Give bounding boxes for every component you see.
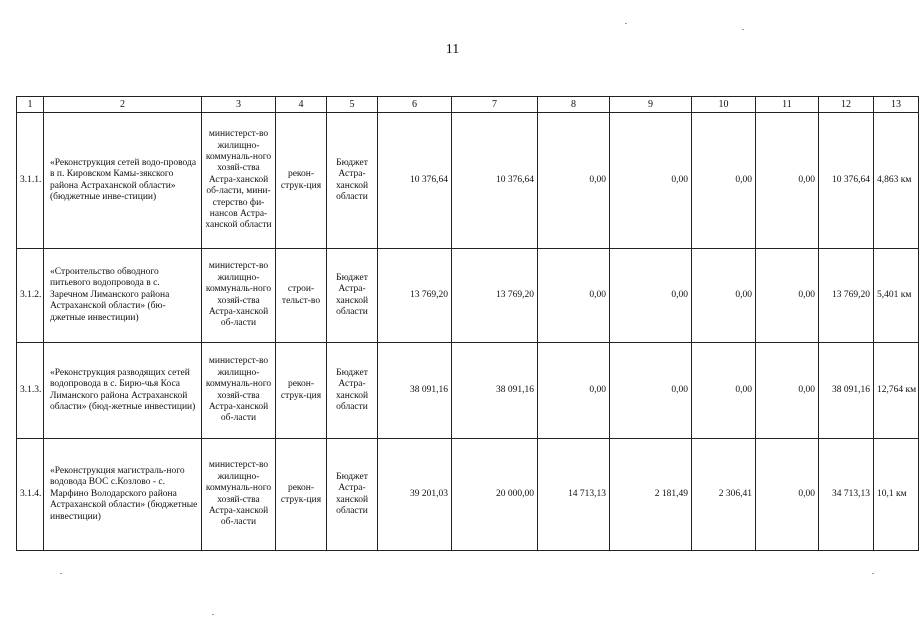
table-row	[17, 439, 919, 551]
value-col-10: 0,00	[692, 113, 756, 249]
value-col-8: 0,00	[538, 113, 610, 249]
value-col-6: 10 376,64	[378, 113, 452, 249]
value-col-8: 0,00	[538, 343, 610, 439]
header-cell: 12	[819, 97, 874, 113]
scan-speck	[625, 23, 627, 24]
value-col-12: 13 769,20	[819, 249, 874, 343]
value-col-7: 13 769,20	[452, 249, 538, 343]
executor: министерст-во жилищно-коммуналь-ного хозяй-ства Астра-ханской об-ласти	[202, 343, 276, 439]
project-name: «Реконструкция сетей водо-провода в п. Кировском Камы-зякского района Астраханской области» (бюджетные инве-стиции)	[44, 113, 202, 249]
value-col-7: 10 376,64	[452, 113, 538, 249]
header-cell: 8	[538, 97, 610, 113]
value-col-8: 0,00	[538, 249, 610, 343]
capacity: 12,764 км	[874, 343, 919, 439]
table-row	[17, 343, 919, 439]
value-col-10: 2 306,41	[692, 439, 756, 551]
header-cell: 1	[17, 97, 44, 113]
header-cell: 9	[610, 97, 692, 113]
row-code: 3.1.2.	[17, 249, 44, 343]
executor: министерст-во жилищно-коммуналь-ного хозяй-ства Астра-ханской об-ласти	[202, 439, 276, 551]
capacity: 10,1 км	[874, 439, 919, 551]
table-row	[17, 113, 919, 249]
project-name: «Реконструкция разводящих сетей водопровода в с. Бирю-чья Коса Лиманского района Астраханской области» (бюд-жетные инвестиции)	[44, 343, 202, 439]
project-name: «Строительство обводного питьевого водопровода в с. Заречном Лиманского района Астраханской области» (бю-джетные инвестиции)	[44, 249, 202, 343]
value-col-11: 0,00	[756, 113, 819, 249]
value-col-11: 0,00	[756, 343, 819, 439]
value-col-12: 34 713,13	[819, 439, 874, 551]
work-type: строи-тельст-во	[276, 249, 327, 343]
header-row	[17, 97, 919, 113]
value-col-9: 0,00	[610, 343, 692, 439]
value-col-6: 39 201,03	[378, 439, 452, 551]
value-col-10: 0,00	[692, 343, 756, 439]
value-col-12: 38 091,16	[819, 343, 874, 439]
value-col-9: 0,00	[610, 113, 692, 249]
header-cell: 4	[276, 97, 327, 113]
value-col-6: 38 091,16	[378, 343, 452, 439]
value-col-10: 0,00	[692, 249, 756, 343]
page-number: 11	[445, 42, 460, 57]
value-col-7: 38 091,16	[452, 343, 538, 439]
executor: министерст-во жилищно-коммуналь-ного хозяй-ства Астра-ханской об-ласти	[202, 249, 276, 343]
funding-source: Бюджет Астра-ханской области	[327, 439, 378, 551]
header-cell: 10	[692, 97, 756, 113]
funding-source: Бюджет Астра-ханской области	[327, 343, 378, 439]
value-col-9: 0,00	[610, 249, 692, 343]
header-cell: 11	[756, 97, 819, 113]
row-code: 3.1.4.	[17, 439, 44, 551]
capacity: 4,863 км	[874, 113, 919, 249]
value-col-11: 0,00	[756, 249, 819, 343]
work-type: рекон-струк-ция	[276, 439, 327, 551]
value-col-9: 2 181,49	[610, 439, 692, 551]
scan-speck	[742, 29, 744, 30]
value-col-8: 14 713,13	[538, 439, 610, 551]
row-code: 3.1.3.	[17, 343, 44, 439]
header-cell: 3	[202, 97, 276, 113]
table-row	[17, 249, 919, 343]
value-col-7: 20 000,00	[452, 439, 538, 551]
executor: министерст-во жилищно-коммуналь-ного хозяй-ства Астра-ханской об-ласти, мини-стерство фи-нансов Астра-ханской области	[202, 113, 276, 249]
work-type: рекон-струк-ция	[276, 343, 327, 439]
scan-speck	[212, 614, 214, 615]
header-cell: 13	[874, 97, 919, 113]
project-name: «Реконструкция магистраль-ного водовода ВОС с.Козлово - с. Марфино Володарского района Астраханской области» (бюджетные инвестиции)	[44, 439, 202, 551]
work-type: рекон-струк-ция	[276, 113, 327, 249]
funding-source: Бюджет Астра-ханской области	[327, 113, 378, 249]
header-cell: 7	[452, 97, 538, 113]
header-cell: 5	[327, 97, 378, 113]
row-code: 3.1.1.	[17, 113, 44, 249]
header-cell: 2	[44, 97, 202, 113]
scan-speck	[60, 573, 62, 574]
value-col-12: 10 376,64	[819, 113, 874, 249]
capacity: 5,401 км	[874, 249, 919, 343]
header-cell: 6	[378, 97, 452, 113]
scan-speck	[872, 573, 874, 574]
value-col-6: 13 769,20	[378, 249, 452, 343]
program-table	[16, 96, 919, 551]
funding-source: Бюджет Астра-ханской области	[327, 249, 378, 343]
value-col-11: 0,00	[756, 439, 819, 551]
